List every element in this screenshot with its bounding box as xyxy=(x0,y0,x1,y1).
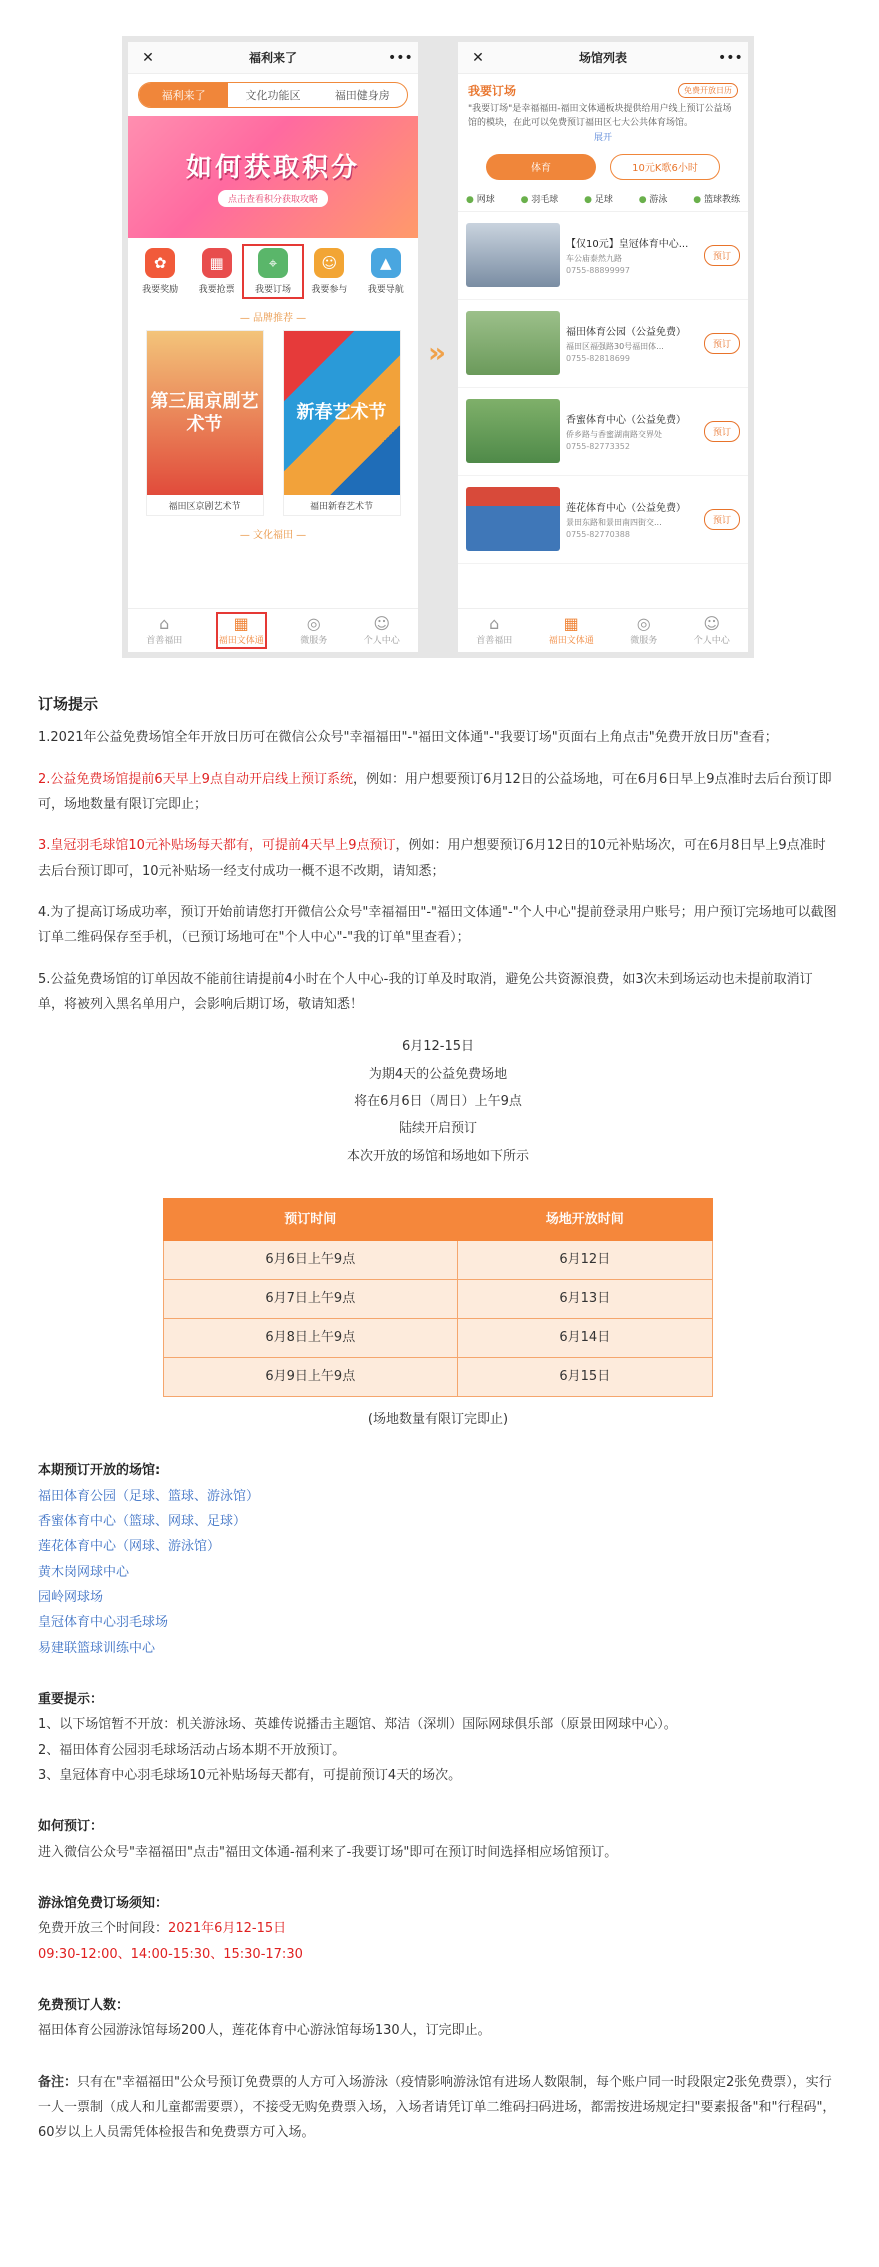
top-tabs xyxy=(138,82,408,108)
tab-sports[interactable]: 体育 xyxy=(486,154,596,180)
feature-participate[interactable] xyxy=(302,248,356,295)
sport-tennis[interactable]: ● 网球 xyxy=(466,194,495,205)
venue-link[interactable]: 黄木岗网球中心 xyxy=(38,1564,130,1580)
poster-art-text: 新春艺术节 xyxy=(296,402,387,424)
tab-gym[interactable]: 福田健身房 xyxy=(334,89,390,102)
venue-link[interactable]: 莲花体育中心（网球、游泳馆） xyxy=(38,1539,221,1555)
nav-profile[interactable]: ☺ 个人中心 xyxy=(363,614,400,646)
feature-reward[interactable] xyxy=(133,248,187,295)
grid-icon: ▦ xyxy=(563,614,579,633)
article-heading: 订场提示 xyxy=(38,695,99,713)
venue-photo xyxy=(466,311,560,375)
feature-label: 我要抢票 xyxy=(198,285,235,295)
tab-welfare[interactable]: 福利来了 xyxy=(139,83,228,107)
table-header-row xyxy=(164,1198,713,1240)
booking-title: 我要订场 xyxy=(468,84,517,98)
ticket-icon: ▦ xyxy=(202,248,232,278)
nav-services[interactable]: ◎ 微服务 xyxy=(630,614,658,646)
feature-label: 我要参与 xyxy=(311,285,348,295)
table-row: 6月7日上午9点 6月13日 xyxy=(164,1279,713,1318)
venue-photo xyxy=(466,399,560,463)
tab-culture[interactable]: 文化功能区 xyxy=(245,89,301,102)
bottom-nav xyxy=(128,608,418,652)
venue-item[interactable] xyxy=(458,476,748,564)
nav-sports[interactable]: ▦ 福田文体通 xyxy=(218,614,264,646)
quota-text: 福田体育公园游泳馆每场200人，莲花体育中心游泳馆每场130人，订完即止。 xyxy=(38,2023,491,2039)
table-row: 6月6日上午9点 6月12日 xyxy=(164,1240,713,1279)
user-icon: ☺ xyxy=(703,614,721,633)
venue-photo xyxy=(466,223,560,287)
venues-list xyxy=(38,1484,838,1661)
sport-swimming[interactable]: ● 游泳 xyxy=(638,194,668,205)
schedule-summary: 6月12-15日 为期4天的公益免费场地 将在6月6日（周日）上午9点 陆续开启预订 本次开放的场馆和场地如下所示 xyxy=(346,1039,529,1164)
article xyxy=(38,690,838,2146)
close-icon[interactable]: ✕ xyxy=(142,49,154,66)
free-calendar-button[interactable]: 免费开放日历 xyxy=(678,83,738,98)
screenshot-panel xyxy=(122,36,754,658)
venue-link[interactable]: 易建联篮球训练中心 xyxy=(38,1640,156,1656)
reward-icon: ✿ xyxy=(145,248,175,278)
people-icon: ☺ xyxy=(314,248,344,278)
sport-filter xyxy=(458,188,748,212)
swim-period: 免费开放三个时间段：2021年6月12-15日 xyxy=(38,1921,287,1937)
page-title: 场馆列表 xyxy=(578,51,627,65)
left-phone-screen xyxy=(128,42,418,652)
header-book-time: 预订时间 xyxy=(164,1198,458,1240)
feature-ticket[interactable] xyxy=(190,248,244,295)
tip-3: 3.皇冠羽毛球馆10元补贴场每天都有，可提前4天早上9点预订，例如：用户想要预订6月12日的10元补贴场次，可在6月8日早上9点准时去后台预订即可，10元补贴场一经支付成功一概不退不改期，请知悉； xyxy=(38,838,826,879)
service-icon: ◎ xyxy=(306,614,321,633)
poster-art-text: 第三届京剧艺术节 xyxy=(150,390,259,435)
tip-2: 2.公益免费场馆提前6天早上9点自动开启线上预订系统，例如：用户想要预订6月12日的公益场地，可在6月6日早上9点准时去后台预订即可，场地数量有限订完即止； xyxy=(38,771,832,812)
tab-karaoke[interactable]: 10元K歌6小时 xyxy=(610,154,720,180)
poster-list xyxy=(128,330,418,516)
sport-badminton[interactable]: ● 羽毛球 xyxy=(520,194,559,205)
feature-label: 我要导航 xyxy=(367,285,404,295)
table-note: (场地数量有限订完即止) xyxy=(367,1411,509,1427)
venue-photo xyxy=(466,487,560,551)
venue-item[interactable] xyxy=(458,300,748,388)
culture-section-title: — 文化福田 — xyxy=(239,530,307,541)
book-button[interactable]: 预订 xyxy=(704,509,740,530)
table-row: 6月9日上午9点 6月15日 xyxy=(164,1357,713,1396)
poster-image xyxy=(147,331,263,495)
venue-info: 香蜜体育中心（公益免费） 侨乡路与香蜜湖南路交界处 0755-82773352 xyxy=(566,415,686,451)
feature-label: 我要奖励 xyxy=(142,285,179,295)
nav-services[interactable]: ◎ 微服务 xyxy=(300,614,328,646)
home-icon: ⌂ xyxy=(159,614,170,633)
how-title: 如何预订： xyxy=(38,1819,104,1835)
venue-item[interactable] xyxy=(458,212,748,300)
right-phone-screen xyxy=(458,42,748,652)
header-open-time: 场地开放时间 xyxy=(457,1198,712,1240)
poster-card[interactable] xyxy=(146,330,264,516)
tip-5: 5.公益免费场馆的订单因故不能前往请提前4小时在个人中心-我的订单及时取消，避免公共资源浪费，如3次未到场运动也未提前取消订单，将被列入黑名单用户，会影响后期订场，敬请知悉！ xyxy=(38,971,813,1012)
double-chevron-icon: » xyxy=(427,336,447,369)
home-icon: ⌂ xyxy=(489,614,500,633)
poster-caption: 福田新春艺术节 xyxy=(309,501,373,512)
feature-icons xyxy=(128,238,418,299)
banner-subtitle: 点击查看积分获取攻略 xyxy=(218,190,328,207)
venue-info: 莲花体育中心（公益免费） 景田东路和景田南四街交... 0755-82770388 xyxy=(566,503,686,539)
how-text: 进入微信公众号"幸福福田"点击"福田文体通-福利来了-我要订场"即可在预订时间选择相应场馆预订。 xyxy=(38,1844,618,1860)
more-icon[interactable]: ••• xyxy=(717,49,743,66)
user-icon: ☺ xyxy=(373,614,391,633)
poster-caption: 福田区京剧艺术节 xyxy=(168,501,241,512)
venue-info: 【仅10元】皇冠体育中心... 车公庙泰然九路 0755-88899997 xyxy=(566,239,689,275)
venue-link[interactable]: 香蜜体育中心（篮球、网球、足球） xyxy=(38,1513,247,1529)
book-button[interactable]: 预订 xyxy=(704,333,740,354)
swim-title: 游泳馆免费订场须知： xyxy=(38,1895,169,1911)
title-bar xyxy=(458,42,748,74)
nav-home[interactable]: ⌂ 首善福田 xyxy=(476,614,513,646)
schedule-table xyxy=(163,1198,713,1397)
title-bar xyxy=(128,42,418,74)
feature-booking[interactable] xyxy=(246,248,300,295)
sport-basketball[interactable]: ● 篮球教练 xyxy=(693,194,740,205)
booking-description: "我要订场"是幸福福田-福田文体通板块提供给用户线上预订公益场馆的模块，在此可以免费预订福田区七大公共体育场馆。 展开 xyxy=(458,103,748,146)
bottom-nav xyxy=(458,608,748,652)
venue-link[interactable]: 皇冠体育中心羽毛球场 xyxy=(38,1615,169,1631)
poster-card[interactable] xyxy=(283,330,401,516)
banner-title: 如何获取积分 xyxy=(185,153,360,183)
quota-title: 免费预订人数： xyxy=(38,1998,130,2014)
venue-info: 福田体育公园（公益免费） 福田区福强路30号福田体... 0755-82818699 xyxy=(566,327,686,363)
feature-navigate[interactable] xyxy=(359,248,413,295)
poster-image xyxy=(284,331,400,495)
close-icon[interactable]: ✕ xyxy=(472,49,484,66)
important-list: 1、以下场馆暂不开放：机关游泳场、英雄传说播击主题馆、郑洁（深圳）国际网球俱乐部（原景田网球中心）。 2、福田体育公园羽毛球场活动占场本期不开放预订。 3、皇冠体育中心羽毛球场10元补贴场每天都有，可提前预订4天的场次。 xyxy=(38,1717,677,1783)
service-icon: ◎ xyxy=(636,614,651,633)
category-tabs xyxy=(458,154,748,180)
swim-times: 09:30-12:00、14:00-15:30、15:30-17:30 xyxy=(38,1946,303,1962)
more-icon[interactable]: ••• xyxy=(387,49,413,66)
remark: 备注：只有在"幸福福田"公众号预订免费票的人方可入场游泳（疫情影响游泳馆有进场人数限制，每个账户同一时段限定2张免费票），实行一人一票制（成人和儿童都需要票），不接受无购免费票入场，入场者请凭订单二维码扫码进场，都需按进场规定扫"要素报备"和"行程码"，60岁以上人员需凭体检报告和免费票方可入场。 xyxy=(38,2074,836,2141)
booking-header xyxy=(458,74,748,103)
location-pin-icon: ⌖ xyxy=(258,248,288,278)
table-row: 6月8日上午9点 6月14日 xyxy=(164,1318,713,1357)
important-title: 重要提示： xyxy=(38,1691,104,1707)
feature-label: 我要订场 xyxy=(254,285,291,295)
book-button[interactable]: 预订 xyxy=(704,245,740,266)
navigation-icon: ▲ xyxy=(371,248,401,278)
venue-link[interactable]: 园岭网球场 xyxy=(38,1589,104,1605)
nav-sports[interactable]: ▦ 福田文体通 xyxy=(548,614,594,646)
grid-icon: ▦ xyxy=(233,614,249,633)
venue-item[interactable] xyxy=(458,388,748,476)
tip-4: 4.为了提高订场成功率，预订开始前请您打开微信公众号"幸福福田"-"福田文体通"-"个人中心"提前登录用户账号；用户预订完场地可以截图订单二维码保存至手机，（已预订场地可在"个人中心"-"我的订单"里查看）； xyxy=(38,904,837,946)
book-button[interactable]: 预订 xyxy=(704,421,740,442)
nav-home[interactable]: ⌂ 首善福田 xyxy=(146,614,183,646)
expand-link[interactable]: 展开 xyxy=(593,133,612,143)
nav-profile[interactable]: ☺ 个人中心 xyxy=(693,614,730,646)
venue-link[interactable]: 福田体育公园（足球、篮球、游泳馆） xyxy=(38,1488,260,1504)
venues-title: 本期预订开放的场馆: xyxy=(38,1463,161,1479)
brand-section-title: — 品牌推荐 — xyxy=(239,313,307,324)
tip-1: 1.2021年公益免费场馆全年开放日历可在微信公众号"幸福福田"-"福田文体通"-"我要订场"页面右上角点击"免费开放日历"查看； xyxy=(38,730,778,746)
points-banner[interactable] xyxy=(128,116,418,238)
page-title: 福利来了 xyxy=(248,51,297,65)
sport-football[interactable]: ● 足球 xyxy=(584,194,613,205)
